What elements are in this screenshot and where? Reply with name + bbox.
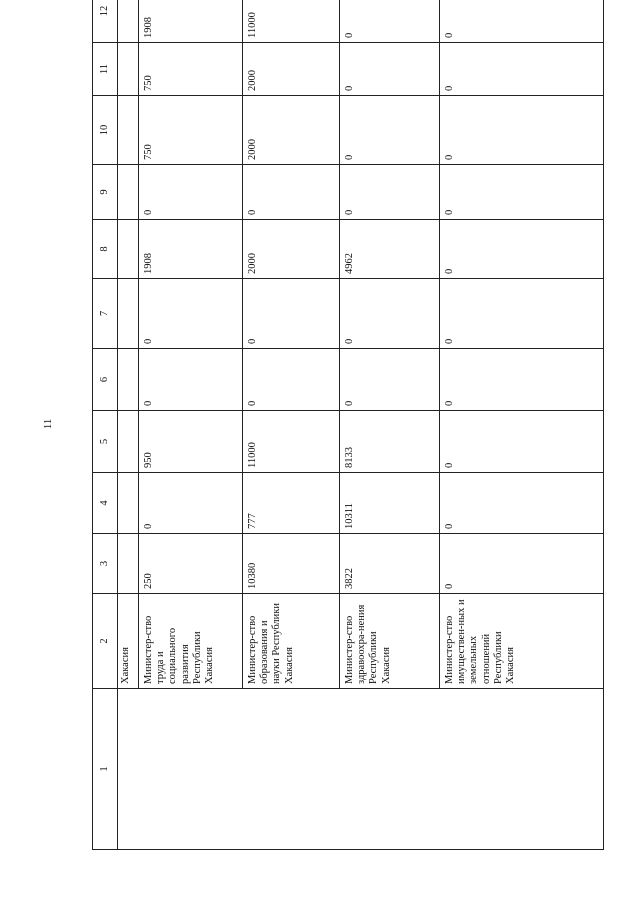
- page-number: 11: [42, 418, 54, 430]
- value-cell: 0: [139, 473, 243, 534]
- value-cell: 0: [440, 220, 604, 279]
- header-cell: 1: [93, 689, 118, 850]
- value-cell: 0: [440, 534, 604, 594]
- value-cell: 0: [440, 411, 604, 473]
- value-cell: 0: [340, 43, 440, 96]
- value-cell: 4962: [340, 220, 440, 279]
- header-cell: 10: [93, 96, 118, 165]
- ministry-name: Министер-ство образования и науки Республики Хакасия: [243, 594, 340, 689]
- value-cell: 0: [340, 96, 440, 165]
- value-cell: 750: [139, 43, 243, 96]
- value-cell: 0: [440, 0, 604, 43]
- ministry-name: Министер-ство труда и социального развития Республики Хакасия: [139, 594, 243, 689]
- value-cell: 0: [340, 279, 440, 349]
- header-cell: 5: [93, 411, 118, 473]
- header-cell: 12: [93, 0, 118, 43]
- value-cell: 1908: [139, 0, 243, 43]
- continuation-row: [118, 0, 139, 850]
- header-cell: 7: [93, 279, 118, 349]
- value-cell: 0: [440, 473, 604, 534]
- rotated-table: [92, 5, 604, 850]
- value-cell: 11000: [243, 0, 340, 43]
- value-cell: 2000: [243, 43, 340, 96]
- header-cell: 3: [93, 534, 118, 594]
- value-cell: 777: [243, 473, 340, 534]
- value-cell: 2000: [243, 96, 340, 165]
- value-cell: 0: [243, 349, 340, 411]
- value-cell: 0: [139, 165, 243, 220]
- ministry-name: Министер-ство имуществен-ных и земельных отношений Республики Хакасия: [440, 594, 604, 689]
- value-cell: 0: [340, 0, 440, 43]
- header-cell: 11: [93, 43, 118, 96]
- ministry-name: Министер-ство здравоохра-нения Республики Хакасия: [340, 594, 440, 689]
- table-container: [92, 5, 604, 850]
- value-cell: 0: [440, 165, 604, 220]
- col1-merged-cell: [118, 689, 604, 850]
- value-cell: 0: [440, 43, 604, 96]
- value-cell: 0: [440, 96, 604, 165]
- header-cell: 2: [93, 594, 118, 689]
- value-cell: 0: [340, 165, 440, 220]
- value-cell: 1908: [139, 220, 243, 279]
- value-cell: 3822: [340, 534, 440, 594]
- value-cell: 0: [340, 349, 440, 411]
- header-cell: 9: [93, 165, 118, 220]
- value-cell: 0: [139, 349, 243, 411]
- value-cell: 250: [139, 534, 243, 594]
- value-cell: 10380: [243, 534, 340, 594]
- value-cell: 2000: [243, 220, 340, 279]
- value-cell: 0: [440, 279, 604, 349]
- header-cell: 6: [93, 349, 118, 411]
- value-cell: 0: [139, 279, 243, 349]
- continuation-label: Хакасия: [118, 594, 139, 689]
- header-cell: 4: [93, 473, 118, 534]
- budget-table: [92, 0, 604, 850]
- value-cell: 0: [440, 349, 604, 411]
- value-cell: 750: [139, 96, 243, 165]
- value-cell: 8133: [340, 411, 440, 473]
- value-cell: 11000: [243, 411, 340, 473]
- header-row: [93, 0, 118, 850]
- value-cell: 0: [243, 165, 340, 220]
- value-cell: 0: [243, 279, 340, 349]
- value-cell: 950: [139, 411, 243, 473]
- header-cell: 8: [93, 220, 118, 279]
- value-cell: 10311: [340, 473, 440, 534]
